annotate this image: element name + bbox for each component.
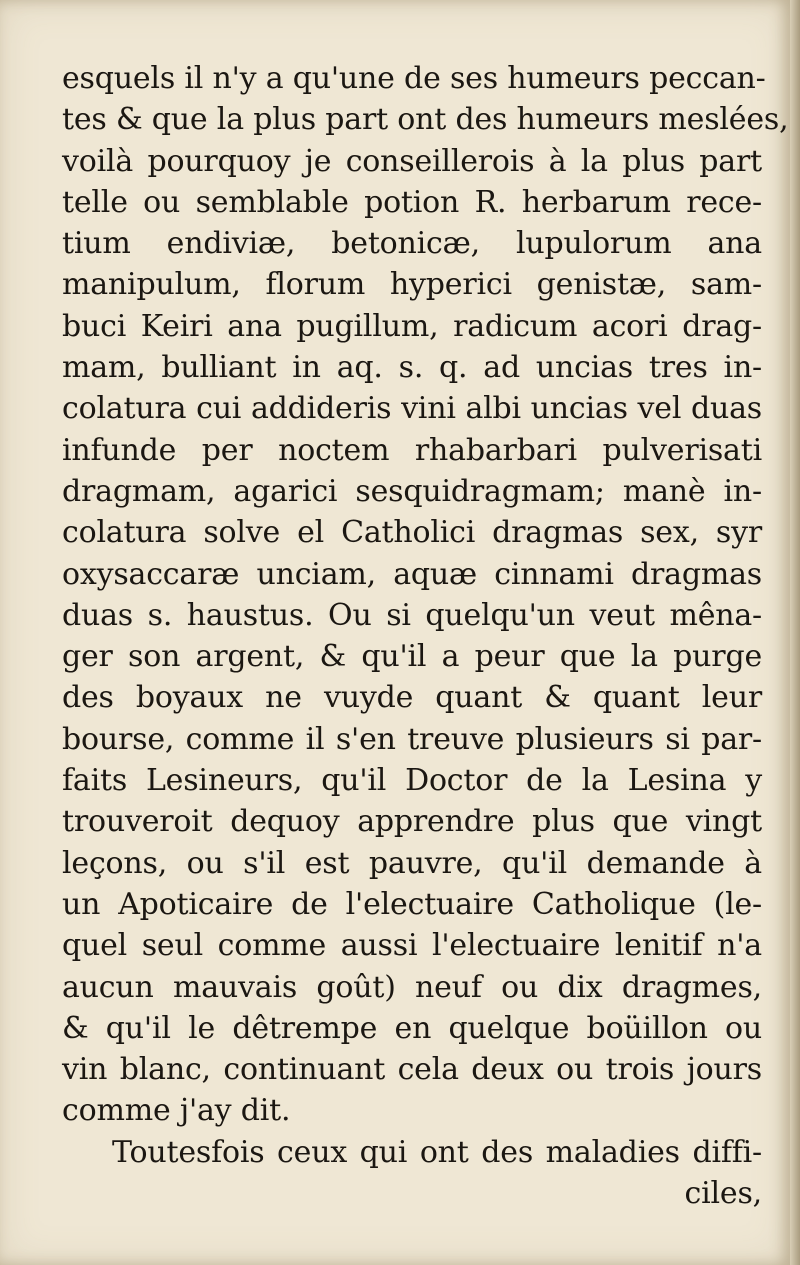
text-line-9: colatura cui addideris vini albi uncias vel duas — [62, 391, 762, 427]
text-line-7: buci Keiri ana pugillum, radicum acori drag- — [62, 308, 762, 344]
text-line-23: aucun mauvais goût) neuf ou dix dragmes, — [62, 969, 762, 1005]
text-line-25: vin blanc, continuant cela deux ou trois jours — [62, 1052, 762, 1088]
text-line-19: trouveroit dequoy apprendre plus que vingt — [62, 804, 762, 840]
text-line-13: oxysaccaræ unciam, aquæ cinnami dragmas — [62, 556, 762, 592]
page-edge — [790, 0, 800, 1265]
text-line-17: bourse, comme il s'en treuve plusieurs si par- — [62, 721, 762, 757]
page-text — [62, 58, 789, 1214]
text-line-26: comme j'ay dit. — [62, 1093, 291, 1129]
text-line-2: tes & que la plus part ont des humeurs meslées, — [62, 102, 789, 138]
text-line-6: manipulum, florum hyperici genistæ, sam- — [62, 267, 762, 303]
text-line-5: tium endiviæ, betonicæ, lupulorum ana — [62, 226, 762, 262]
text-line-3: voilà pourquoy je conseillerois à la plus part — [62, 143, 762, 179]
text-line-10: infunde per noctem rhabarbari pulverisati — [62, 432, 762, 468]
text-line-28: ciles, — [684, 1176, 762, 1212]
text-line-1: esquels il n'y a qu'une de ses humeurs peccan- — [62, 61, 766, 96]
text-line-18: faits Lesineurs, qu'il Doctor de la Lesina y — [62, 763, 762, 799]
text-line-20: leçons, ou s'il est pauvre, qu'il demande à — [62, 845, 762, 881]
text-line-8: mam, bulliant in aq. s. q. ad uncias tres in- — [62, 350, 762, 386]
text-line-4: telle ou semblable potion R. herbarum rece- — [62, 184, 762, 220]
text-line-11: dragmam, agarici sesquidragmam; manè in- — [62, 473, 762, 509]
text-line-16: des boyaux ne vuyde quant & quant leur — [62, 680, 762, 716]
text-line-12: colatura solve el Catholici dragmas sex, syr — [62, 515, 762, 551]
text-line-27: Toutesfois ceux qui ont des maladies diffi- — [112, 1134, 762, 1170]
text-line-24: & qu'il le dêtrempe en quelque boüillon ou — [62, 1010, 762, 1046]
text-line-22: quel seul comme aussi l'electuaire lenitif n'a — [62, 928, 762, 964]
text-line-15: ger son argent, & qu'il a peur que la purge — [62, 639, 762, 675]
text-line-21: un Apoticaire de l'electuaire Catholique (le- — [62, 886, 762, 922]
text-line-14: duas s. haustus. Ou si quelqu'un veut mêna- — [62, 597, 762, 633]
